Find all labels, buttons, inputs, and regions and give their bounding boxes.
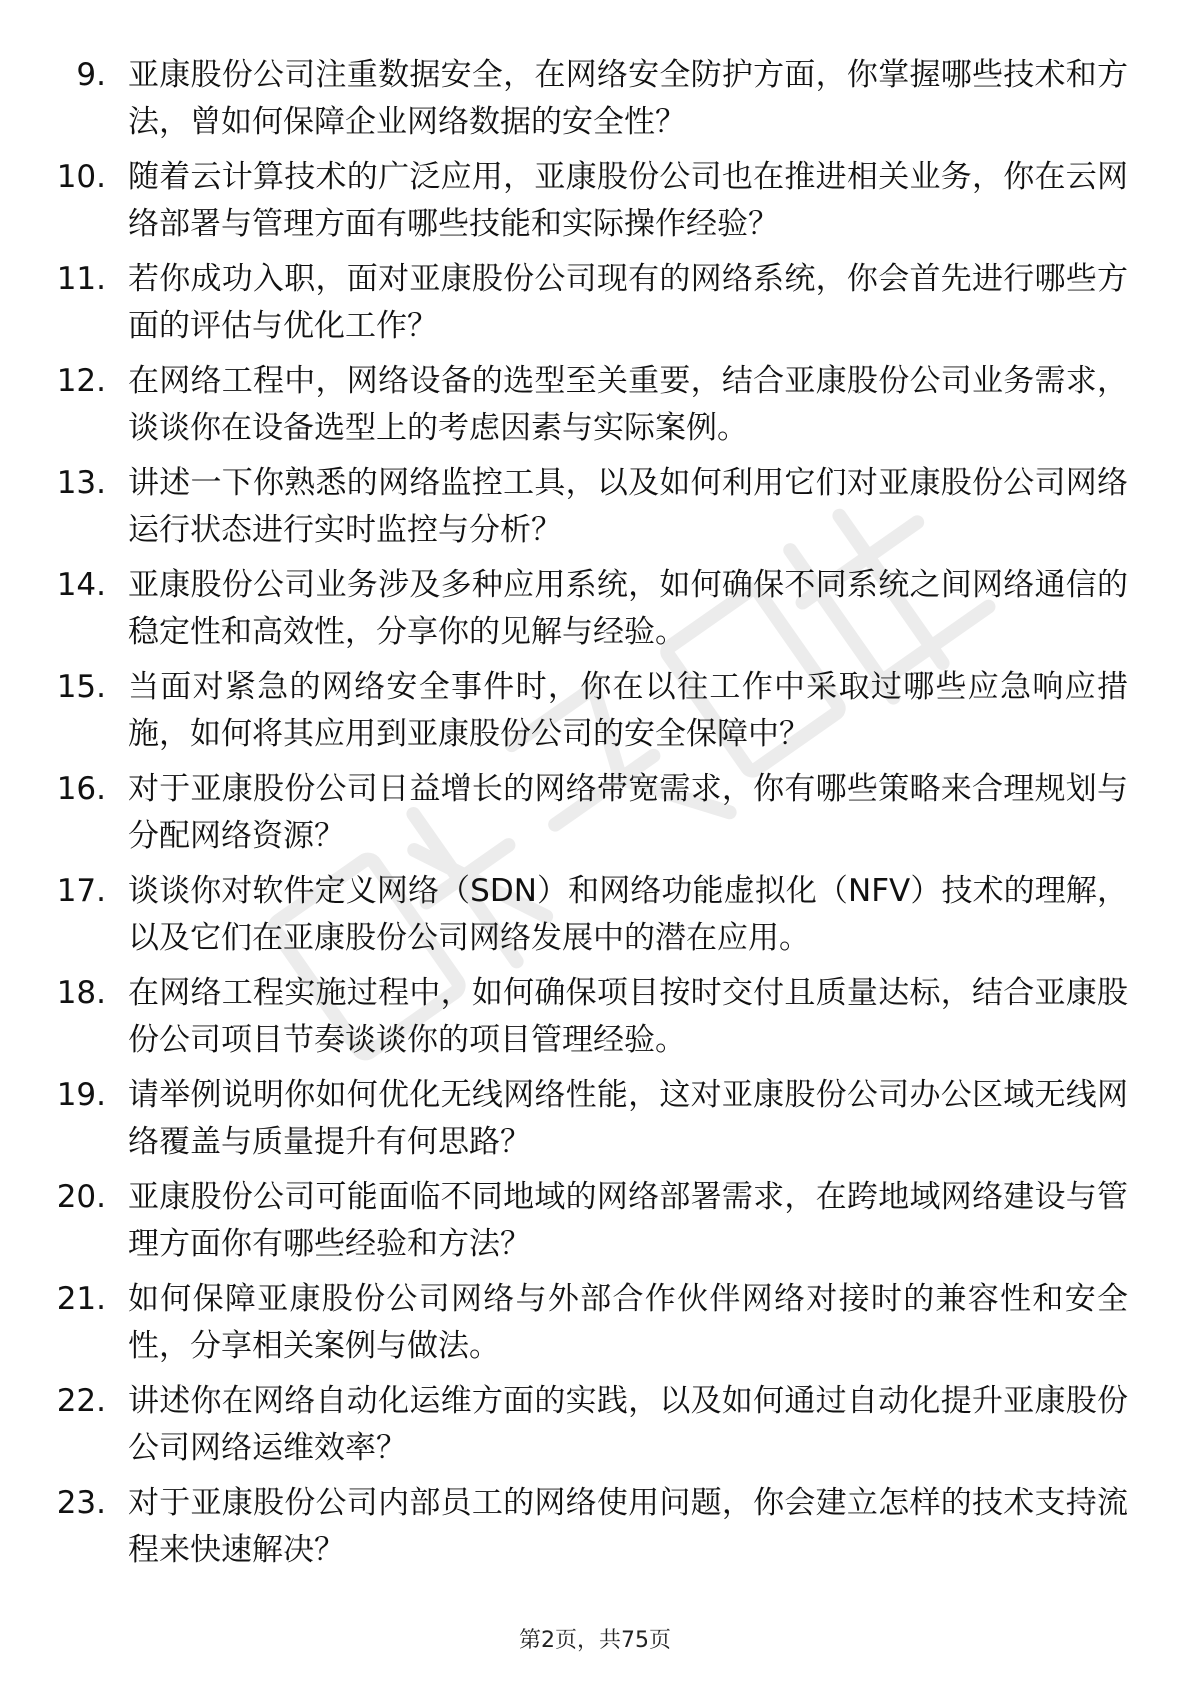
question-number: 16. <box>56 771 106 807</box>
question-item <box>0 1378 1190 1480</box>
question-number: 12. <box>56 363 106 399</box>
question-item <box>0 562 1190 664</box>
question-text: 亚康股份公司注重数据安全，在网络安全防护方面，你掌握哪些技术和方法，曾如何保障企业网络数据的安全性？ <box>128 57 1128 140</box>
question-text: 对于亚康股份公司日益增长的网络带宽需求，你有哪些策略来合理规划与分配网络资源？ <box>128 771 1128 854</box>
question-item <box>0 970 1190 1072</box>
question-text: 随着云计算技术的广泛应用，亚康股份公司也在推进相关业务，你在云网络部署与管理方面有哪些技能和实际操作经验？ <box>128 159 1128 242</box>
question-item <box>0 460 1190 562</box>
question-item <box>0 1174 1190 1276</box>
question-text: 对于亚康股份公司内部员工的网络使用问题，你会建立怎样的技术支持流程来快速解决？ <box>128 1485 1128 1568</box>
question-text: 讲述你在网络自动化运维方面的实践，以及如何通过自动化提升亚康股份公司网络运维效率？ <box>128 1383 1128 1466</box>
question-number: 23. <box>56 1485 106 1521</box>
question-item <box>0 358 1190 460</box>
question-item <box>0 664 1190 766</box>
question-number: 22. <box>56 1383 106 1419</box>
question-number: 20. <box>56 1179 106 1215</box>
question-number: 21. <box>56 1281 106 1317</box>
question-text: 在网络工程中，网络设备的选型至关重要，结合亚康股份公司业务需求，谈谈你在设备选型上的考虑因素与实际案例。 <box>128 363 1128 446</box>
question-text: 在网络工程实施过程中，如何确保项目按时交付且质量达标，结合亚康股份公司项目节奏谈谈你的项目管理经验。 <box>128 975 1128 1058</box>
question-text: 若你成功入职，面对亚康股份公司现有的网络系统，你会首先进行哪些方面的评估与优化工作？ <box>128 261 1128 344</box>
question-number: 19. <box>56 1077 106 1113</box>
question-item <box>0 256 1190 358</box>
question-number: 18. <box>56 975 106 1011</box>
question-text: 当面对紧急的网络安全事件时，你在以往工作中采取过哪些应急响应措施，如何将其应用到亚康股份公司的安全保障中？ <box>128 669 1128 752</box>
question-number: 14. <box>56 567 106 603</box>
question-text: 亚康股份公司可能面临不同地域的网络部署需求，在跨地域网络建设与管理方面你有哪些经验和方法？ <box>128 1179 1128 1262</box>
question-text: 如何保障亚康股份公司网络与外部合作伙伴网络对接时的兼容性和安全性，分享相关案例与做法。 <box>128 1281 1128 1364</box>
question-number: 11. <box>56 261 106 297</box>
question-item <box>0 1072 1190 1174</box>
question-number: 9. <box>76 57 106 93</box>
question-text: 谈谈你对软件定义网络（SDN）和网络功能虚拟化（NFV）技术的理解，以及它们在亚康股份公司网络发展中的潜在应用。 <box>128 873 1128 956</box>
question-text: 讲述一下你熟悉的网络监控工具，以及如何利用它们对亚康股份公司网络运行状态进行实时监控与分析？ <box>128 465 1128 548</box>
page-footer <box>0 1626 1190 1656</box>
question-item <box>0 868 1190 970</box>
question-item <box>0 1276 1190 1378</box>
question-list <box>0 52 1190 1582</box>
question-item <box>0 154 1190 256</box>
question-item <box>0 52 1190 154</box>
page-number-label: 第2页，共75页 <box>519 1628 671 1653</box>
question-text: 亚康股份公司业务涉及多种应用系统，如何确保不同系统之间网络通信的稳定性和高效性，分享你的见解与经验。 <box>128 567 1128 650</box>
question-text: 请举例说明你如何优化无线网络性能，这对亚康股份公司办公区域无线网络覆盖与质量提升有何思路？ <box>128 1077 1128 1160</box>
question-number: 15. <box>56 669 106 705</box>
question-number: 17. <box>56 873 106 909</box>
question-item <box>0 766 1190 868</box>
question-item <box>0 1480 1190 1582</box>
question-number: 13. <box>56 465 106 501</box>
question-number: 10. <box>56 159 106 195</box>
